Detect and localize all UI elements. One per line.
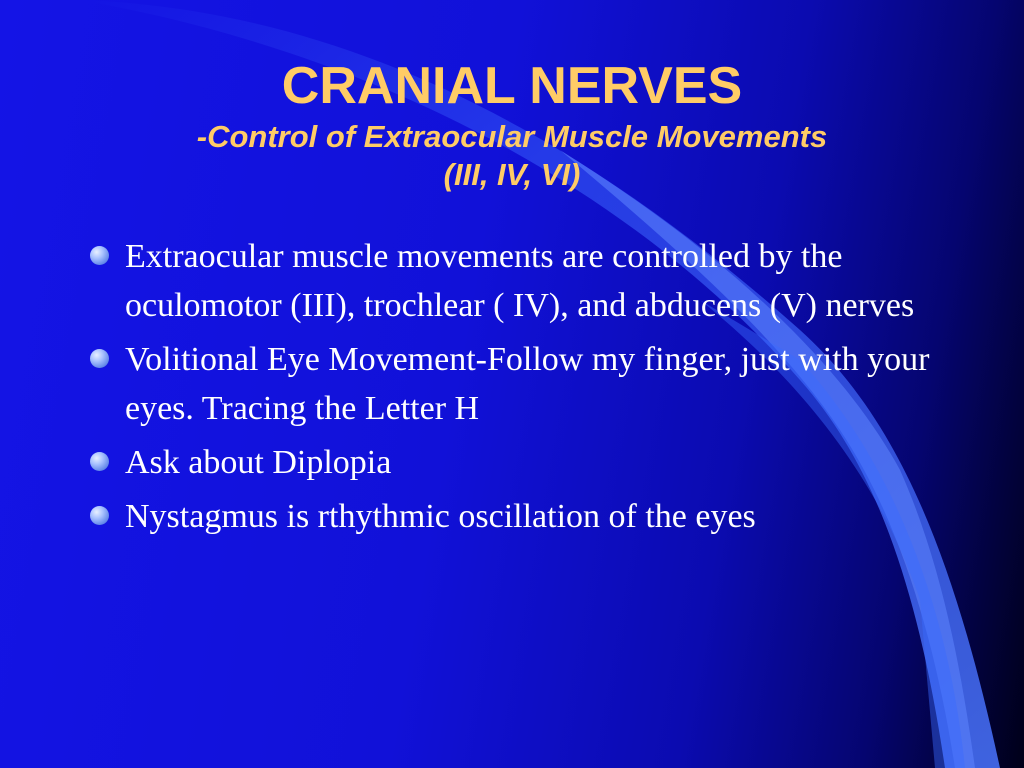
title-main: CRANIAL NERVES <box>281 57 743 115</box>
title-subtitle-line1: -Control of Extraocular Muscle Movements <box>196 119 828 154</box>
bullet-text: Volitional Eye Movement-Follow my finger, just with your eyes. Tracing the Letter H <box>125 341 930 427</box>
slide-title <box>0 54 1024 194</box>
bullet-item <box>125 335 955 433</box>
bullet-text: Extraocular muscle movements are controlled by the oculomotor (III), trochlear ( IV), and abducens (V) nerves <box>125 238 915 324</box>
bullet-dot-icon <box>90 506 109 525</box>
bullet-list <box>125 232 955 546</box>
title-subtitle-line2: (III, IV, VI) <box>443 157 581 192</box>
bullet-dot-icon <box>90 246 109 265</box>
bullet-item <box>125 232 955 330</box>
bullet-text: Ask about Diplopia <box>125 444 392 481</box>
bullet-item <box>125 492 955 541</box>
bullet-text: Nystagmus is rthythmic oscillation of the eyes <box>125 498 756 535</box>
bullet-dot-icon <box>90 452 109 471</box>
bullet-item <box>125 438 955 487</box>
bullet-dot-icon <box>90 349 109 368</box>
